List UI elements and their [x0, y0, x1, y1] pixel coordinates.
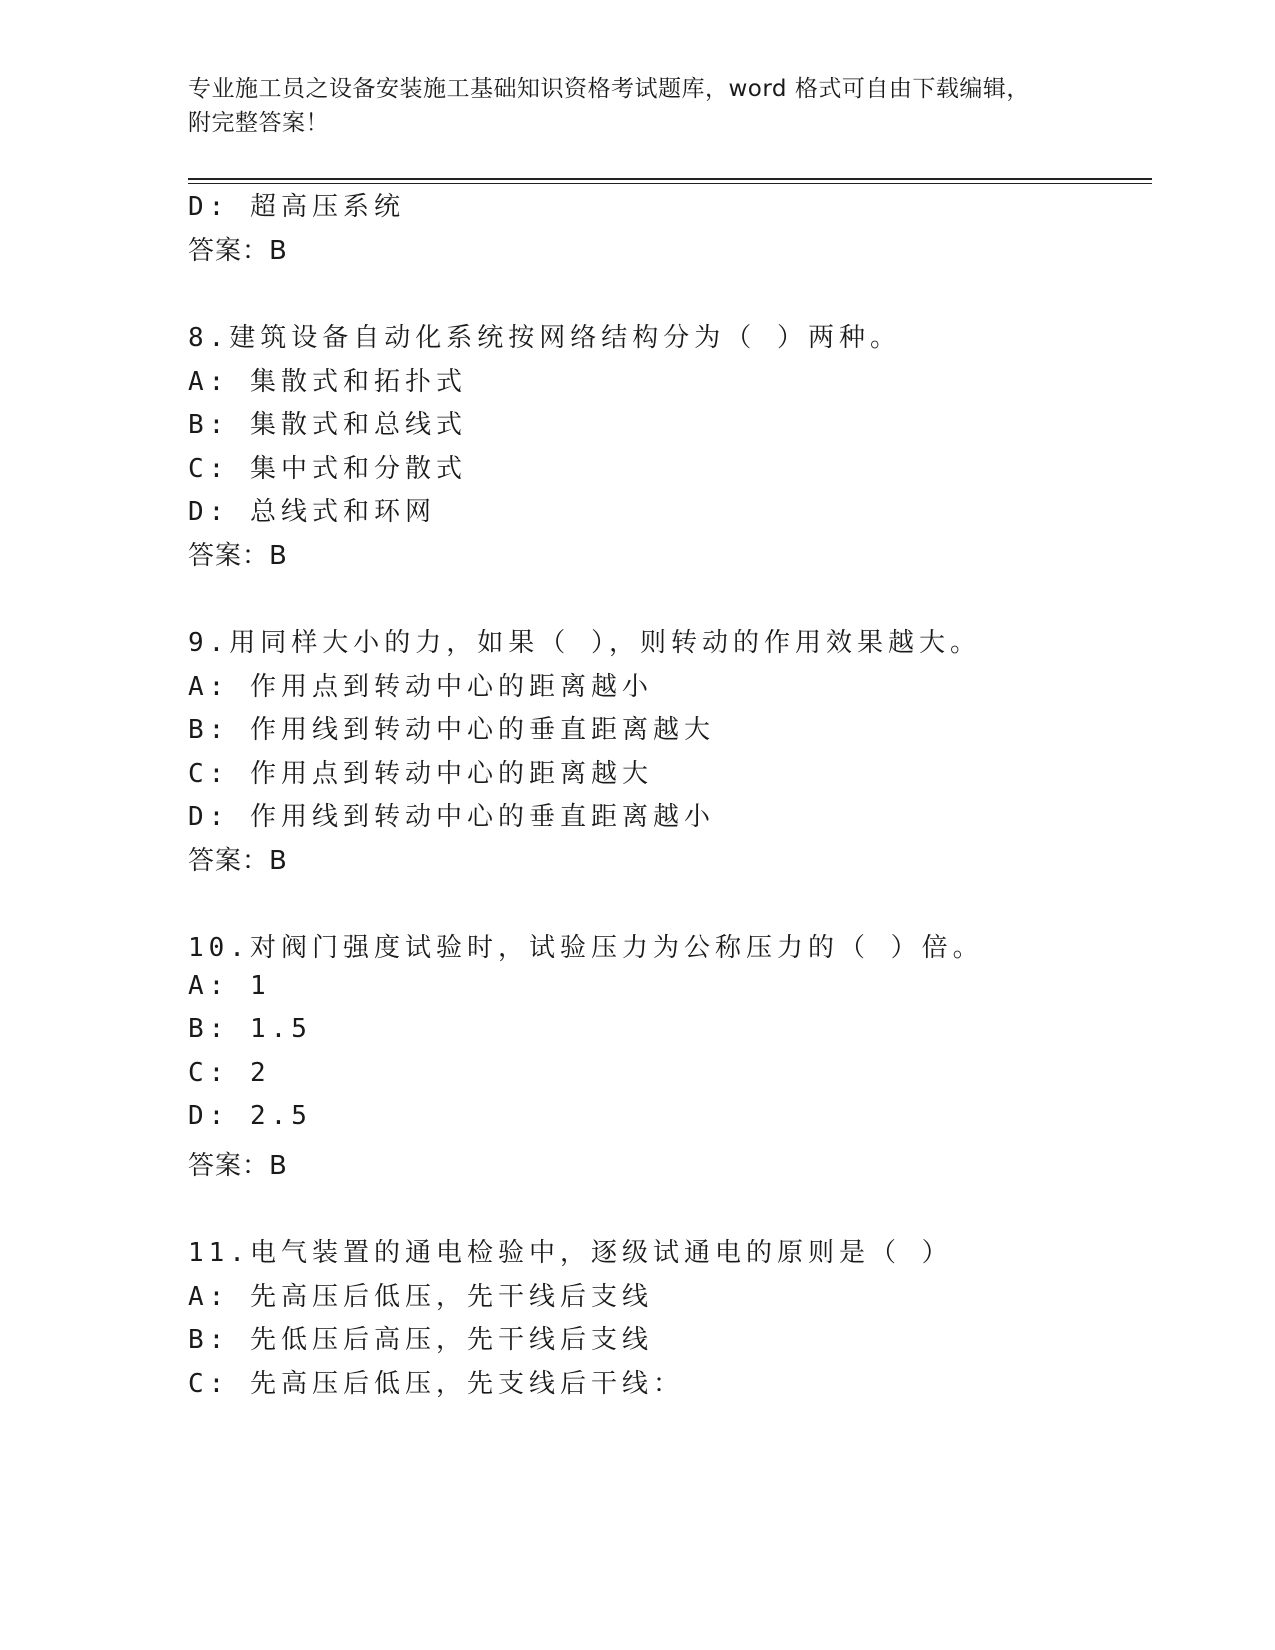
question-9-option-a: A: 作用点到转动中心的距离越小: [188, 672, 653, 702]
question-10-stem: 10.对阀门强度试验时，试验压力为公称压力的（ ）倍。: [188, 933, 984, 963]
question-9-answer: 答案：B: [188, 846, 288, 876]
header-title-line1: 专业施工员之设备安装施工基础知识资格考试题库，word 格式可自由下载编辑，: [188, 76, 1030, 102]
question-10-answer: 答案：B: [188, 1151, 288, 1181]
question-10-option-d: D: 2.5: [188, 1101, 312, 1131]
question-10-option-c: C: 2: [188, 1058, 271, 1088]
question-11-option-b: B: 先低压后高压，先干线后支线: [188, 1325, 653, 1355]
question-10-option-b: B: 1.5: [188, 1014, 312, 1044]
question-9-option-c: C: 作用点到转动中心的距离越大: [188, 759, 653, 789]
question-8-answer: 答案：B: [188, 541, 288, 571]
question-8-option-a: A: 集散式和拓扑式: [188, 367, 467, 397]
header-divider-thick: [188, 178, 1152, 180]
document-header: [188, 72, 1068, 140]
question-11-stem: 11.电气装置的通电检验中，逐级试通电的原则是（ ）: [188, 1238, 953, 1268]
question-8-option-c: C: 集中式和分散式: [188, 454, 467, 484]
header-title-line2: 附完整答案！: [188, 110, 329, 136]
question-8-option-b: B: 集散式和总线式: [188, 410, 467, 440]
question-8-stem: 8.建筑设备自动化系统按网络结构分为（ ）两种。: [188, 323, 901, 353]
header-divider-thin: [188, 183, 1152, 184]
question-8-option-d: D: 总线式和环网: [188, 497, 436, 527]
prev-option-d: D: 超高压系统: [188, 192, 405, 222]
question-9-option-b: B: 作用线到转动中心的垂直距离越大: [188, 715, 715, 745]
question-9-stem: 9.用同样大小的力，如果（ ），则转动的作用效果越大。: [188, 628, 981, 658]
question-10-option-a: A: 1: [188, 971, 271, 1001]
question-9-option-d: D: 作用线到转动中心的垂直距离越小: [188, 802, 715, 832]
question-11-option-a: A: 先高压后低压，先干线后支线: [188, 1282, 653, 1312]
prev-answer: 答案：B: [188, 236, 288, 266]
question-11-option-c: C: 先高压后低压，先支线后干线：: [188, 1369, 684, 1399]
